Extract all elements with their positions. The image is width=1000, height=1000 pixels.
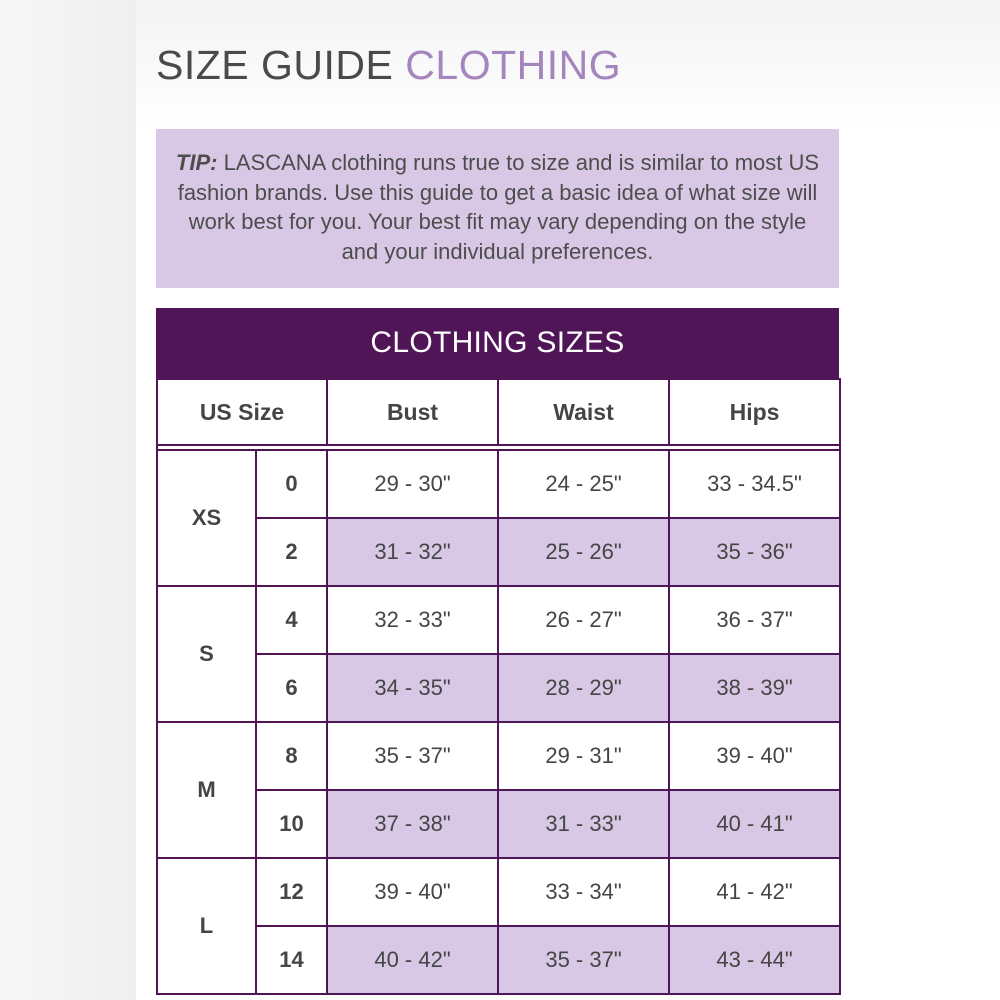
- hips-value: 40 - 41": [669, 790, 840, 858]
- hips-value: 36 - 37": [669, 586, 840, 654]
- header-waist: Waist: [498, 379, 669, 445]
- waist-value: 25 - 26": [498, 518, 669, 586]
- bust-value: 34 - 35": [327, 654, 498, 722]
- bust-value: 31 - 32": [327, 518, 498, 586]
- size-table: [156, 308, 839, 995]
- table-row: [157, 450, 840, 518]
- waist-value: 28 - 29": [498, 654, 669, 722]
- size-number: 6: [256, 654, 327, 722]
- hips-value: 35 - 36": [669, 518, 840, 586]
- hips-value: 33 - 34.5": [669, 450, 840, 518]
- table-row: [157, 586, 840, 654]
- size-number: 2: [256, 518, 327, 586]
- waist-value: 26 - 27": [498, 586, 669, 654]
- size-letter-l: L: [157, 858, 256, 994]
- tip-text: LASCANA clothing runs true to size and is similar to most US fashion brands. Use this guide to get a basic idea of what size will work best for you. Your best fit may vary depending on the style and your individual preferences.: [177, 150, 820, 264]
- waist-value: 35 - 37": [498, 926, 669, 994]
- bust-value: 32 - 33": [327, 586, 498, 654]
- bust-value: 37 - 38": [327, 790, 498, 858]
- size-number: 4: [256, 586, 327, 654]
- page-title: [156, 42, 621, 89]
- size-chart-table: [156, 378, 841, 995]
- hips-value: 39 - 40": [669, 722, 840, 790]
- table-row: [157, 722, 840, 790]
- hips-value: 43 - 44": [669, 926, 840, 994]
- title-prefix: SIZE GUIDE: [156, 42, 394, 88]
- table-title: CLOTHING SIZES: [156, 308, 839, 378]
- table-row: [157, 926, 840, 994]
- title-accent: CLOTHING: [405, 42, 622, 88]
- size-letter-s: S: [157, 586, 256, 722]
- table-row: [157, 654, 840, 722]
- header-hips: Hips: [669, 379, 840, 445]
- left-margin-shade: [0, 0, 136, 1000]
- size-number: 14: [256, 926, 327, 994]
- size-number: 12: [256, 858, 327, 926]
- size-number: 8: [256, 722, 327, 790]
- header-bust: Bust: [327, 379, 498, 445]
- table-row: [157, 518, 840, 586]
- waist-value: 29 - 31": [498, 722, 669, 790]
- tip-label: TIP:: [175, 150, 218, 175]
- table-row: [157, 858, 840, 926]
- size-number: 10: [256, 790, 327, 858]
- size-letter-xs: XS: [157, 450, 256, 586]
- waist-value: 33 - 34": [498, 858, 669, 926]
- header-us-size: US Size: [157, 379, 327, 445]
- bust-value: 29 - 30": [327, 450, 498, 518]
- table-header-row: [157, 379, 840, 445]
- bust-value: 40 - 42": [327, 926, 498, 994]
- bust-value: 35 - 37": [327, 722, 498, 790]
- size-number: 0: [256, 450, 327, 518]
- hips-value: 38 - 39": [669, 654, 840, 722]
- hips-value: 41 - 42": [669, 858, 840, 926]
- bust-value: 39 - 40": [327, 858, 498, 926]
- waist-value: 31 - 33": [498, 790, 669, 858]
- size-letter-m: M: [157, 722, 256, 858]
- table-row: [157, 790, 840, 858]
- waist-value: 24 - 25": [498, 450, 669, 518]
- tip-box: [156, 129, 839, 288]
